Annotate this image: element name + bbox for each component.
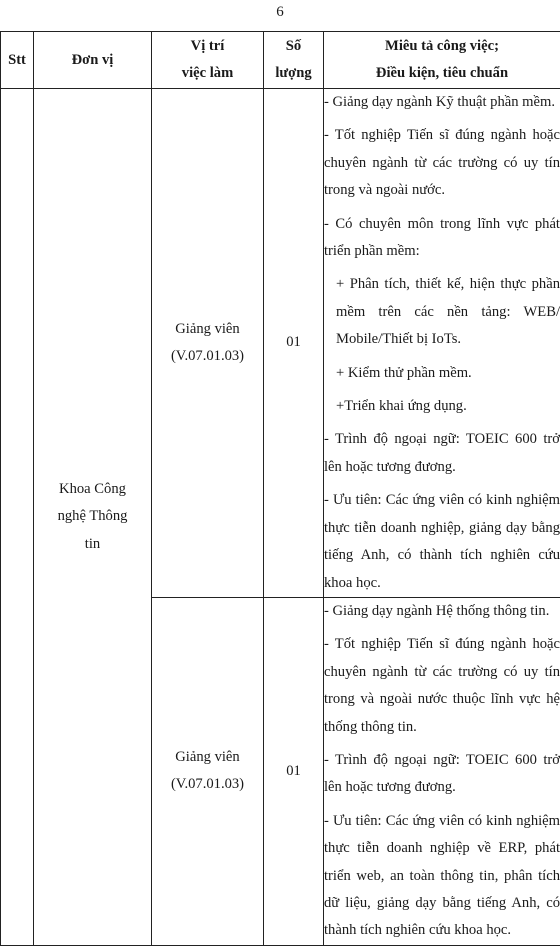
description-line: - Có chuyên môn trong lĩnh vực phát triển phần mềm: bbox=[324, 211, 560, 266]
unit-cell bbox=[34, 89, 152, 946]
unit-line3: tin bbox=[34, 531, 151, 558]
stt-cell bbox=[1, 89, 34, 946]
quantity-cell: 01 bbox=[264, 89, 324, 598]
position-code: (V.07.01.03) bbox=[152, 343, 263, 370]
position-code: (V.07.01.03) bbox=[152, 771, 263, 798]
description-line: - Tốt nghiệp Tiến sĩ đúng ngành hoặc chuyên ngành từ các trường có uy tín trong và ngoài nước thuộc lĩnh vực hệ thống thông tin. bbox=[324, 631, 560, 741]
page-number: 6 bbox=[0, 2, 560, 22]
header-unit: Đơn vị bbox=[34, 32, 152, 89]
description-line: - Giảng dạy ngành Hệ thống thông tin. bbox=[324, 598, 560, 625]
header-description bbox=[324, 32, 560, 89]
quantity-cell: 01 bbox=[264, 597, 324, 945]
description-line: - Tốt nghiệp Tiến sĩ đúng ngành hoặc chuyên ngành từ các trường có uy tín trong và ngoài nước. bbox=[324, 122, 560, 204]
unit-line2: nghệ Thông bbox=[34, 503, 151, 530]
description-line: +Triển khai ứng dụng. bbox=[324, 393, 560, 420]
description-line: - Giảng dạy ngành Kỹ thuật phần mềm. bbox=[324, 89, 560, 116]
table-row bbox=[1, 89, 560, 598]
header-quantity-line1: Số bbox=[264, 33, 323, 60]
header-stt: Stt bbox=[1, 32, 34, 89]
position-title: Giảng viên bbox=[152, 316, 263, 343]
table-header-row bbox=[1, 32, 560, 89]
unit-line1: Khoa Công bbox=[34, 476, 151, 503]
header-quantity bbox=[264, 32, 324, 89]
header-position-line1: Vị trí bbox=[152, 33, 263, 60]
description-line: - Ưu tiên: Các ứng viên có kinh nghiệm thực tiễn doanh nghiệp, giảng dạy bằng tiếng Anh, có thành tích nghiên cứu khoa học. bbox=[324, 487, 560, 597]
position-title: Giảng viên bbox=[152, 744, 263, 771]
description-line: + Phân tích, thiết kế, hiện thực phần mềm trên các nền tảng: WEB/ Mobile/Thiết bị IoTs. bbox=[324, 271, 560, 353]
header-position-line2: việc làm bbox=[152, 60, 263, 87]
header-description-line1: Miêu tả công việc; bbox=[324, 33, 560, 60]
description-line: - Trình độ ngoại ngữ: TOEIC 600 trở lên hoặc tương đương. bbox=[324, 426, 560, 481]
position-cell bbox=[152, 597, 264, 945]
description-cell bbox=[324, 89, 560, 598]
job-positions-table bbox=[0, 31, 560, 946]
description-line: - Ưu tiên: Các ứng viên có kinh nghiệm thực tiễn doanh nghiệp về ERP, phát triển web, an toàn thông tin, phân tích dữ liệu, giảng dạy bằng tiếng Anh, có thành tích nghiên cứu khoa học. bbox=[324, 808, 560, 945]
header-description-line2: Điều kiện, tiêu chuẩn bbox=[324, 60, 560, 87]
description-cell bbox=[324, 597, 560, 945]
description-line: - Trình độ ngoại ngữ: TOEIC 600 trở lên hoặc tương đương. bbox=[324, 747, 560, 802]
description-line: + Kiểm thử phần mềm. bbox=[324, 360, 560, 387]
header-quantity-line2: lượng bbox=[264, 60, 323, 87]
position-cell bbox=[152, 89, 264, 598]
header-position bbox=[152, 32, 264, 89]
